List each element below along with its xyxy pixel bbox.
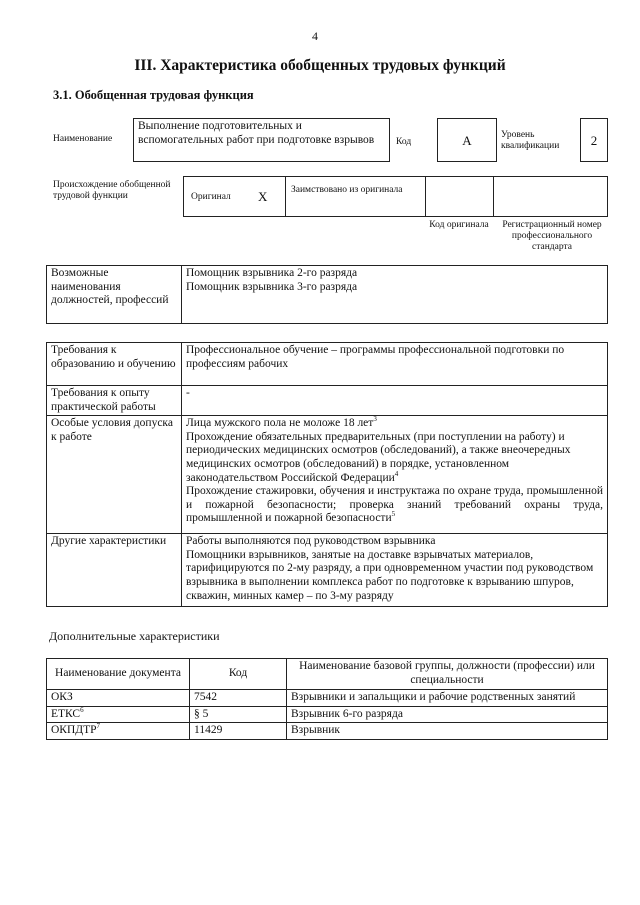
requirement-value: -: [182, 386, 608, 416]
row-name: Взрывник: [287, 723, 608, 740]
requirements-row-education: [47, 343, 608, 386]
additional-header-row: [47, 659, 608, 690]
code-original-caption: Код оригинала: [429, 220, 489, 230]
position-item: Помощник взрывника 2-го разряда: [186, 267, 358, 279]
borrowed-label: Заимствовано из оригинала: [291, 185, 403, 195]
footnote-ref: 5: [391, 510, 396, 519]
table-row: [47, 706, 608, 723]
row-doc: ОКЗ: [47, 690, 190, 707]
header-name: Наименование базовой группы, должности (профессии) или специальности: [287, 659, 608, 690]
row-name: Взрывник 6-го разряда: [287, 706, 608, 723]
code-label: Код: [396, 137, 412, 147]
admission-line: Прохождение обязательных предварительных (при поступлении на работу) и периодических медицинских осмотров (обследований), а также внеочередных медицинских осмотров (обследований) в порядке, установленном законодательством Российской Федерации$^4$: [186, 430, 571, 484]
requirement-label: Требования к опыту практической работы: [47, 386, 182, 416]
other-line: Помощники взрывников, занятые на доставке взрывчатых материалов, тарифицируются по 2-му разряду, а при одновременном участии под руководством взрывника в выполнении комплекса работ по подготовке к взрыванию шпуров, скважин, минных камер – по 3-му разряду: [186, 548, 594, 602]
row-doc: ОКПДТР$^7$: [47, 723, 190, 740]
code-value: A: [437, 118, 497, 162]
row-name: Взрывники и запальщики и рабочие родственных занятий: [287, 690, 608, 707]
row-code: § 5: [190, 706, 287, 723]
requirement-label: Особые условия допуска к работе: [47, 416, 182, 534]
requirement-value: [182, 416, 608, 534]
header-code: Код: [190, 659, 287, 690]
requirement-label: Требования к образованию и обучению: [47, 343, 182, 386]
subsection-title: 3.1. Обобщенная трудовая функция: [53, 88, 254, 102]
row-doc: ЕТКС$^6$: [47, 706, 190, 723]
admission-line: Прохождение стажировки, обучения и инструктажа по охране труда, промышленной и пожарной безопасности; проверка знаний требований охраны труда, промышленной и пожарной безопасности$^5$: [186, 485, 603, 525]
footnote-ref: 7: [96, 722, 101, 731]
name-value: Выполнение подготовительных и вспомогательных работ при подготовке взрывов: [133, 118, 390, 162]
row-code: 7542: [190, 690, 287, 707]
origin-label: Происхождение обобщенной трудовой функции: [53, 180, 171, 201]
requirements-row-other: [47, 534, 608, 607]
level-label: Уровень квалификации: [501, 130, 560, 151]
original-mark: X: [258, 189, 268, 204]
requirements-row-admission: [47, 416, 608, 534]
page-number: 4: [312, 29, 318, 43]
table-row: [47, 690, 608, 707]
footnote-ref: 4: [394, 469, 399, 478]
original-label: Оригинал: [191, 192, 231, 202]
position-item: Помощник взрывника 3-го разряда: [186, 280, 358, 293]
header-doc: Наименование документа: [47, 659, 190, 690]
additional-title: Дополнительные характеристики: [49, 629, 220, 643]
row-code: 11429: [190, 723, 287, 740]
requirement-value: Профессиональное обучение – программы профессиональной подготовки по профессиям рабочих: [182, 343, 608, 386]
positions-table: [46, 265, 608, 324]
requirement-label: Другие характеристики: [47, 534, 182, 607]
other-line: Работы выполняются под руководством взрывника: [186, 535, 436, 548]
table-row: [47, 723, 608, 740]
level-value: 2: [580, 118, 608, 162]
reg-number-caption: Регистрационный номер профессионального стандарта: [502, 220, 602, 252]
footnote-ref: 6: [80, 705, 84, 714]
name-label: Наименование: [53, 134, 113, 144]
additional-table: [46, 658, 608, 740]
footnote-ref: 3: [373, 415, 377, 424]
positions-label: Возможные наименования должностей, профессий: [47, 266, 182, 324]
origin-box: [183, 176, 608, 217]
requirements-row-experience: [47, 386, 608, 416]
section-title: III. Характеристика обобщенных трудовых функций: [134, 57, 506, 74]
admission-line: Лица мужского пола не моложе 18 лет$^3$: [186, 415, 377, 430]
positions-row: [47, 266, 608, 324]
requirement-value: [182, 534, 608, 607]
requirements-table: [46, 342, 608, 607]
positions-items: [182, 266, 608, 324]
